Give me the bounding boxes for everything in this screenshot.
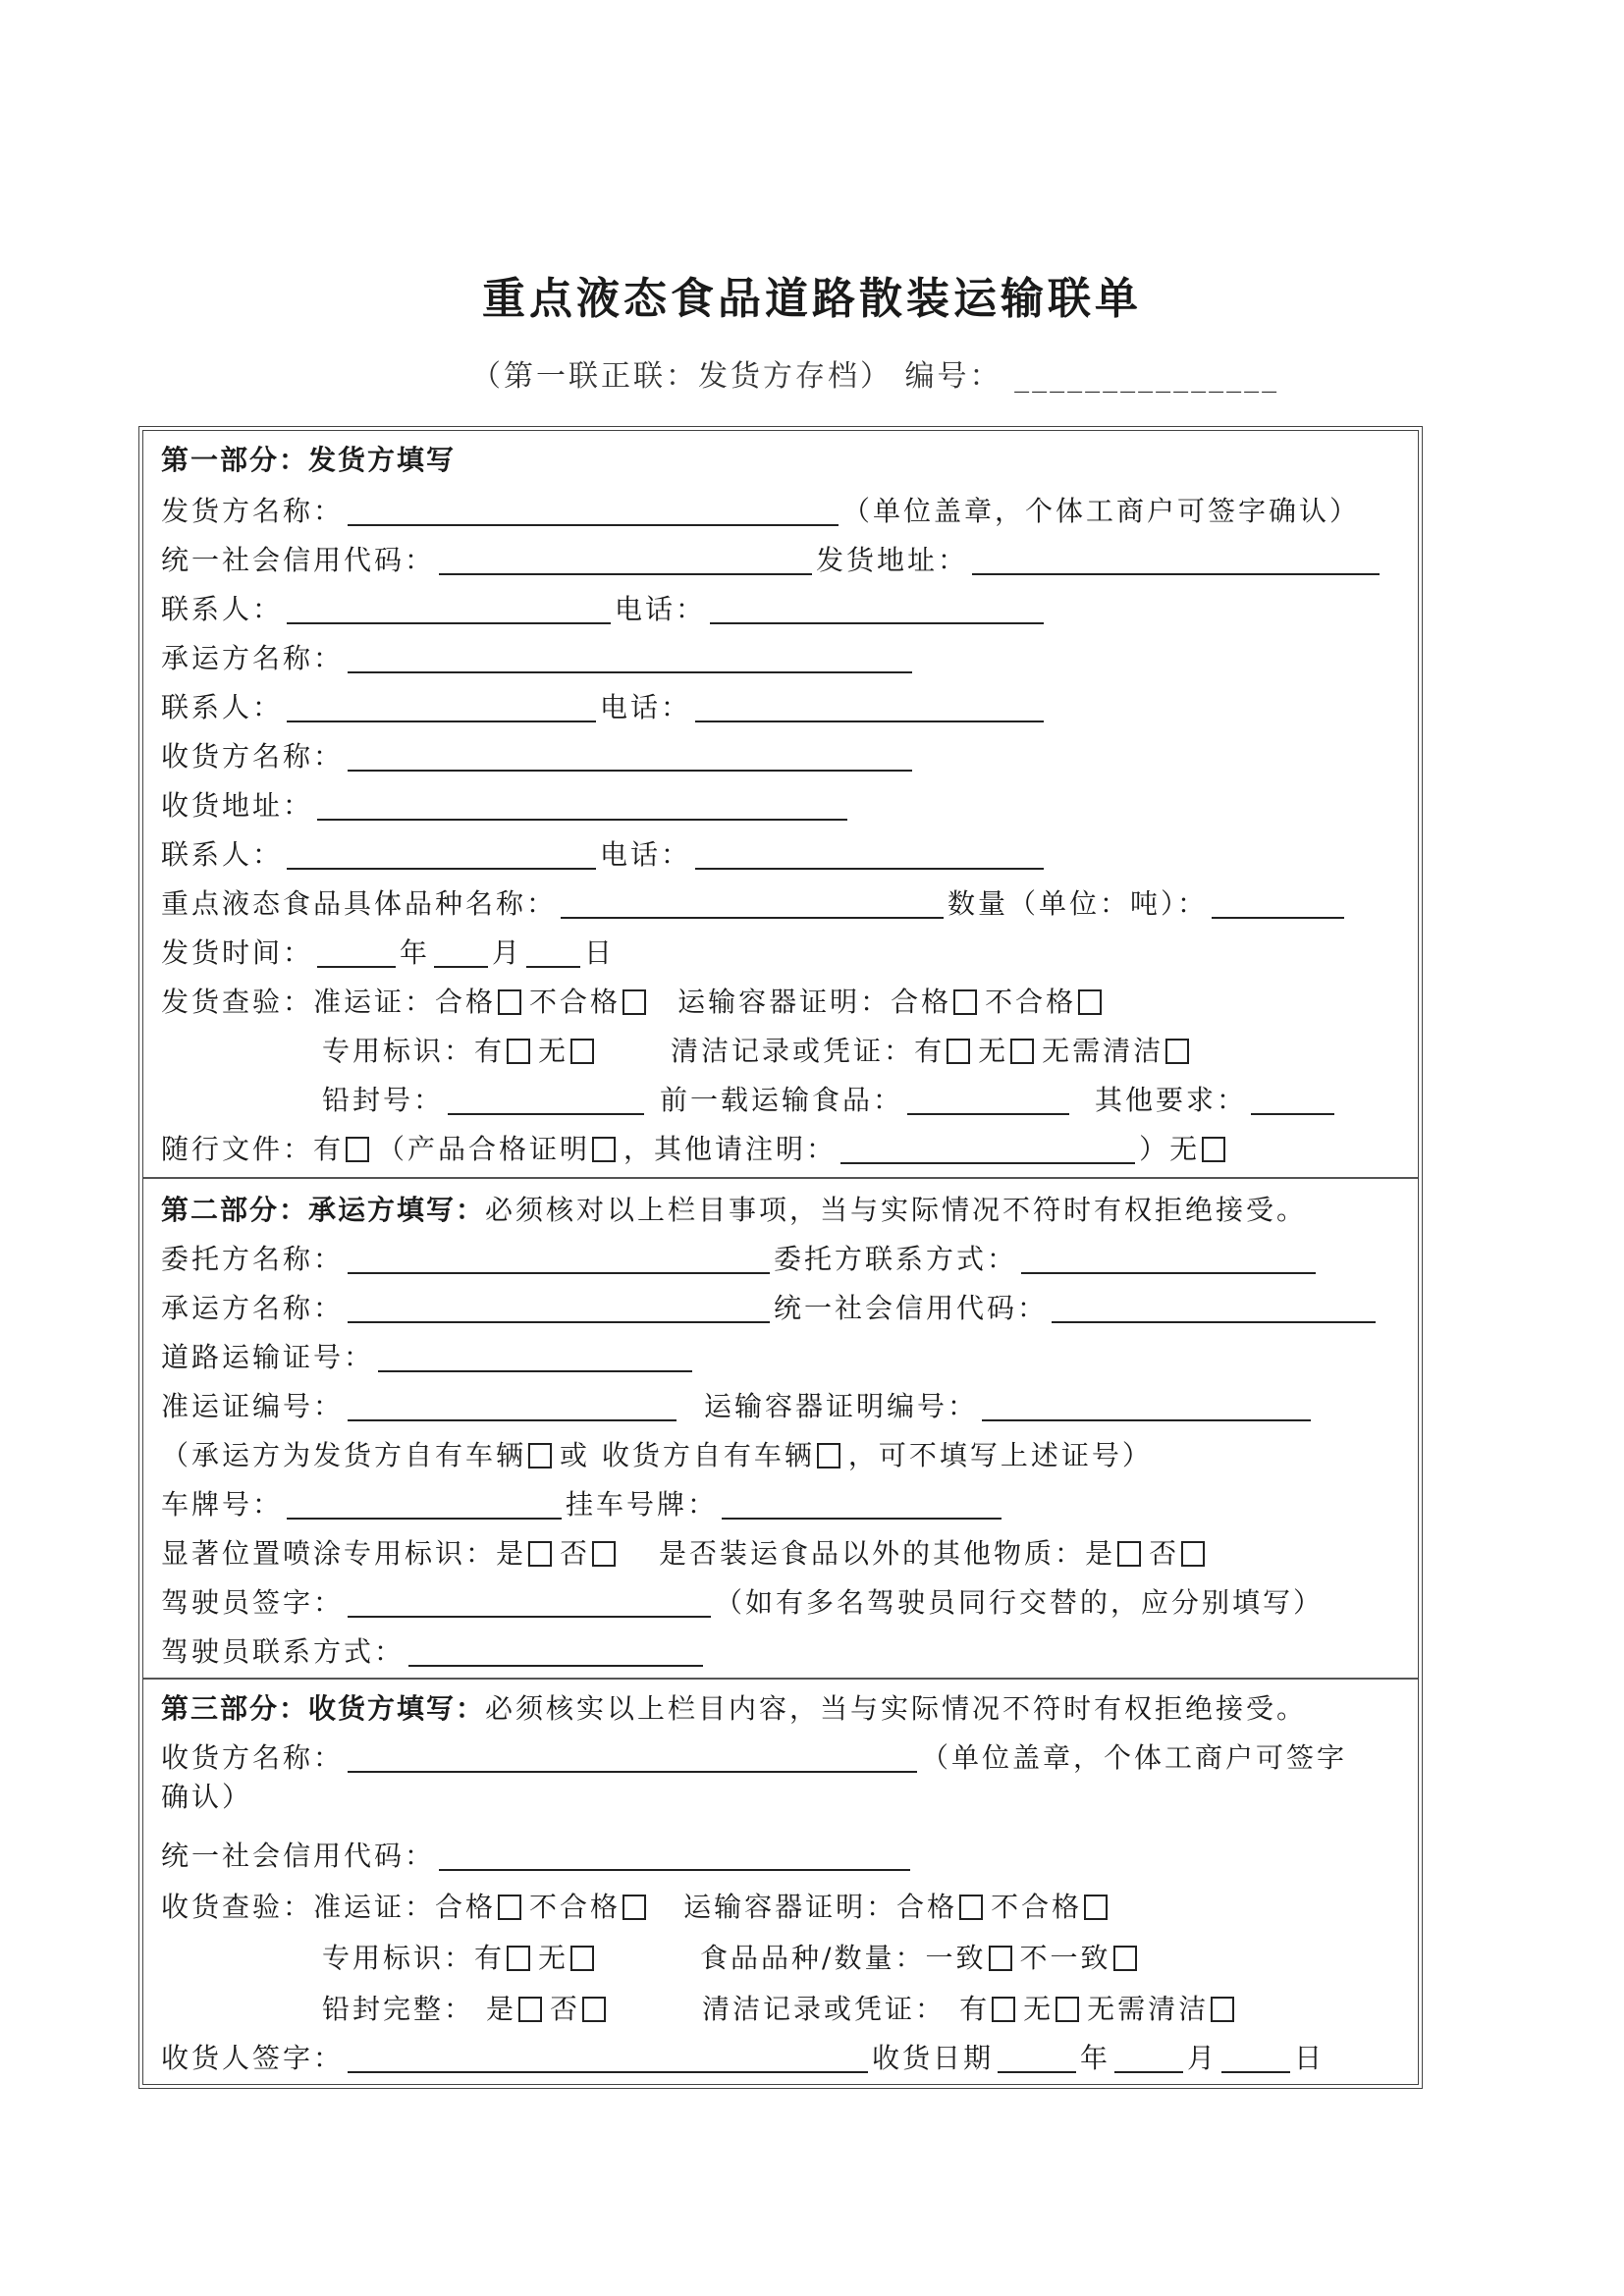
label-container-cert-no: 运输容器证明编号： bbox=[704, 1389, 979, 1422]
checkbox-r-container-pass[interactable] bbox=[959, 1895, 983, 1920]
label-month: 月 bbox=[1187, 2041, 1218, 2074]
label-receiver-name: 收货方名称： bbox=[161, 1740, 345, 1774]
label-phone: 电话： bbox=[600, 690, 692, 723]
field-driver-sign[interactable] bbox=[348, 1588, 711, 1618]
checkbox-clean-have[interactable] bbox=[947, 1039, 970, 1064]
label-phone: 电话： bbox=[615, 592, 707, 625]
label-ship-time: 发货时间： bbox=[161, 935, 314, 969]
checkbox-food-match[interactable] bbox=[989, 1946, 1012, 1971]
field-receive-year[interactable] bbox=[998, 2044, 1076, 2073]
field-carrier-name-2[interactable] bbox=[348, 1294, 770, 1323]
section-2-heading: 第二部分：承运方填写： bbox=[161, 1193, 486, 1226]
label-pass: 合格 bbox=[435, 985, 497, 1018]
label-cleaning-record: 清洁记录或凭证： bbox=[671, 1034, 915, 1067]
field-road-license[interactable] bbox=[378, 1343, 692, 1372]
label-docs: 随行文件： bbox=[161, 1132, 314, 1165]
row-ship-inspect-2 bbox=[322, 1030, 1197, 1069]
label-receiver-name: 收货方名称： bbox=[161, 739, 345, 773]
label-yes: 是 bbox=[496, 1536, 527, 1570]
label-other-goods: 是否装运食品以外的其他物质： bbox=[659, 1536, 1086, 1570]
field-seal-no[interactable] bbox=[448, 1086, 644, 1115]
label-permit: 准运证： bbox=[313, 1890, 436, 1923]
label-no: 否 bbox=[550, 1992, 581, 2025]
label-painted-mark: 显著位置喷涂专用标识： bbox=[161, 1536, 497, 1570]
checkbox-other-goods-yes[interactable] bbox=[1117, 1541, 1141, 1567]
field-receive-month[interactable] bbox=[1114, 2044, 1183, 2073]
row-driver-sign bbox=[161, 1581, 1324, 1621]
field-carrier-contact[interactable] bbox=[287, 693, 596, 722]
label-shipper-name: 发货方名称： bbox=[161, 494, 345, 527]
label-permit: 准运证： bbox=[313, 985, 436, 1018]
field-ship-month[interactable] bbox=[434, 938, 488, 968]
field-quantity[interactable] bbox=[1212, 889, 1344, 919]
label-receive-date: 收货日期 bbox=[872, 2041, 995, 2074]
label-fail: 不合格 bbox=[529, 985, 622, 1018]
label-seal-intact: 铅封完整： bbox=[322, 1992, 475, 2025]
row-receive-inspect-3 bbox=[322, 1988, 1242, 2027]
field-plate[interactable] bbox=[287, 1490, 562, 1520]
field-ship-year[interactable] bbox=[317, 938, 396, 968]
field-receiver-credit-code[interactable] bbox=[439, 1842, 910, 1871]
label-food-match: 食品品种/数量： bbox=[700, 1941, 926, 1974]
label-none: 无 bbox=[978, 1034, 1009, 1067]
label-other-req: 其他要求： bbox=[1095, 1083, 1248, 1116]
row-receiver-sign bbox=[161, 2037, 1325, 2076]
row-receiver-contact bbox=[161, 833, 1048, 873]
label-have: 有 bbox=[474, 1034, 506, 1067]
checkbox-clean-none[interactable] bbox=[1010, 1039, 1034, 1064]
label-trailer-plate: 挂车号牌： bbox=[566, 1487, 719, 1521]
row-receiver-name bbox=[161, 735, 916, 774]
row-product bbox=[161, 882, 1348, 922]
waybill-form bbox=[142, 430, 1419, 2085]
label-pass: 合格 bbox=[891, 985, 952, 1018]
label-cleaning-record: 清洁记录或凭证： bbox=[702, 1992, 947, 2025]
field-receiver-name-3[interactable] bbox=[348, 1743, 917, 1773]
row-credit-address bbox=[161, 539, 1383, 578]
row-driver-contact bbox=[161, 1630, 707, 1670]
label-docs-detail: （产品合格证明 bbox=[377, 1132, 591, 1165]
checkbox-r-mark-have[interactable] bbox=[507, 1946, 530, 1971]
checkbox-receiver-own-vehicle[interactable] bbox=[817, 1443, 840, 1468]
label-receiver-sign: 收货人签字： bbox=[161, 2041, 345, 2074]
row-marks-goods bbox=[161, 1532, 1213, 1572]
label-none: 无 bbox=[1169, 1132, 1201, 1165]
field-ship-day[interactable] bbox=[526, 938, 580, 968]
row-own-vehicle bbox=[161, 1434, 1153, 1473]
label-contact: 联系人： bbox=[161, 837, 284, 871]
label-day: 日 bbox=[1294, 2041, 1326, 2074]
label-have: 有 bbox=[914, 1034, 946, 1067]
label-receiver-address: 收货地址： bbox=[161, 788, 314, 822]
row-ship-inspect-1 bbox=[161, 981, 1110, 1020]
form-title: 重点液态食品道路散装运输联单 bbox=[482, 274, 1142, 324]
label-client-contact: 委托方联系方式： bbox=[774, 1242, 1018, 1275]
label-no-clean-needed: 无需清洁 bbox=[1087, 1992, 1210, 2025]
shipper-note: （单位盖章，个体工商户可签字确认） bbox=[842, 494, 1361, 527]
checkbox-r-container-fail[interactable] bbox=[1084, 1895, 1108, 1920]
label-match: 一致 bbox=[925, 1941, 987, 1974]
label-container-cert: 运输容器证明： bbox=[677, 985, 892, 1018]
label-client-name: 委托方名称： bbox=[161, 1242, 345, 1275]
label-fail: 不合格 bbox=[991, 1890, 1083, 1923]
label-no: 否 bbox=[1149, 1536, 1180, 1570]
checkbox-seal-no[interactable] bbox=[582, 1997, 606, 2022]
row-receive-inspect-2 bbox=[322, 1937, 1145, 1976]
field-carrier-name[interactable] bbox=[348, 644, 912, 673]
field-client-name[interactable] bbox=[348, 1245, 770, 1274]
field-credit-code[interactable] bbox=[439, 546, 812, 575]
field-ship-address[interactable] bbox=[972, 546, 1380, 575]
label-plate: 车牌号： bbox=[161, 1487, 284, 1521]
section-3-heading: 第三部分：收货方填写： bbox=[161, 1691, 486, 1725]
label-have: 有 bbox=[959, 1992, 991, 2025]
checkbox-painted-yes[interactable] bbox=[528, 1541, 552, 1567]
label-have: 有 bbox=[313, 1132, 345, 1165]
label-own-vehicle-receiver: 或 收货方自有车辆 bbox=[560, 1438, 815, 1471]
label-carrier-name: 承运方名称： bbox=[161, 641, 345, 674]
field-carrier-phone[interactable] bbox=[695, 693, 1044, 722]
label-driver-note: （如有多名驾驶员同行交替的，应分别填写） bbox=[715, 1585, 1325, 1619]
label-credit-code: 统一社会信用代码： bbox=[161, 543, 436, 576]
label-none: 无 bbox=[538, 1034, 569, 1067]
field-shipper-name[interactable] bbox=[348, 497, 839, 526]
label-carrier-name: 承运方名称： bbox=[161, 1291, 345, 1324]
checkbox-painted-no[interactable] bbox=[592, 1541, 616, 1567]
label-docs-other: ，其他请注明： bbox=[623, 1132, 838, 1165]
label-credit-code: 统一社会信用代码： bbox=[774, 1291, 1049, 1324]
label-product-name: 重点液态食品具体品种名称： bbox=[161, 886, 558, 920]
label-receiver-note: （单位盖章，个体工商户可签字 bbox=[921, 1740, 1348, 1774]
row-docs bbox=[161, 1128, 1233, 1167]
label-docs-close: ） bbox=[1139, 1132, 1170, 1165]
label-pass: 合格 bbox=[896, 1890, 958, 1923]
row-shipper-contact bbox=[161, 588, 1048, 627]
label-have: 有 bbox=[474, 1941, 506, 1974]
checkbox-container-fail[interactable] bbox=[1078, 989, 1102, 1015]
checkbox-mark-have[interactable] bbox=[507, 1039, 530, 1064]
checkbox-r-clean-not-needed[interactable] bbox=[1211, 1997, 1234, 2022]
label-year: 年 bbox=[400, 935, 431, 969]
checkbox-docs-cert[interactable] bbox=[592, 1137, 616, 1162]
row-client bbox=[161, 1238, 1320, 1277]
subtitle-text: （第一联正联：发货方存档） 编号： bbox=[471, 359, 1002, 394]
row-road-license bbox=[161, 1336, 696, 1375]
label-prev-food: 前一载运输食品： bbox=[660, 1083, 904, 1116]
checkbox-other-goods-no[interactable] bbox=[1181, 1541, 1205, 1567]
row-shipper-name bbox=[161, 490, 1360, 529]
section-1-heading: 第一部分：发货方填写 bbox=[161, 444, 457, 476]
label-year: 年 bbox=[1080, 2041, 1111, 2074]
checkbox-container-pass[interactable] bbox=[953, 989, 977, 1015]
number-blank[interactable]: _______________ bbox=[1014, 359, 1280, 394]
section-2-note: 必须核对以上栏目事项，当与实际情况不符时有权拒绝接受。 bbox=[485, 1193, 1308, 1226]
row-section-2-heading bbox=[161, 1189, 1307, 1228]
label-no-clean-needed: 无需清洁 bbox=[1042, 1034, 1164, 1067]
label-day: 日 bbox=[584, 935, 616, 969]
field-shipper-contact[interactable] bbox=[287, 595, 611, 624]
label-phone: 电话： bbox=[600, 837, 692, 871]
checkbox-clean-not-needed[interactable] bbox=[1165, 1039, 1189, 1064]
field-driver-contact[interactable] bbox=[408, 1637, 703, 1667]
checkbox-shipper-own-vehicle[interactable] bbox=[528, 1443, 552, 1468]
field-prev-food[interactable] bbox=[907, 1086, 1069, 1115]
field-receiver-sign[interactable] bbox=[348, 2044, 868, 2073]
row-section-3-heading bbox=[161, 1687, 1307, 1727]
label-own-vehicle-shipper: （承运方为发货方自有车辆 bbox=[161, 1438, 527, 1471]
row-permit-container bbox=[161, 1385, 1315, 1424]
label-quantity: 数量（单位：吨）： bbox=[947, 886, 1209, 920]
label-driver-contact: 驾驶员联系方式： bbox=[161, 1634, 406, 1668]
label-fail: 不合格 bbox=[529, 1890, 622, 1923]
checkbox-r-permit-fail[interactable] bbox=[623, 1895, 646, 1920]
form-subtitle bbox=[471, 351, 1279, 395]
label-container-cert: 运输容器证明： bbox=[683, 1890, 897, 1923]
field-shipper-phone[interactable] bbox=[710, 595, 1044, 624]
field-receiver-contact[interactable] bbox=[287, 840, 596, 870]
label-none: 无 bbox=[538, 1941, 569, 1974]
row-plates bbox=[161, 1483, 1005, 1522]
checkbox-r-permit-pass[interactable] bbox=[498, 1895, 521, 1920]
row-ship-time bbox=[161, 932, 615, 971]
label-receiver-note-cont: 确认） bbox=[161, 1781, 253, 1813]
checkbox-mark-none[interactable] bbox=[570, 1039, 594, 1064]
field-receive-day[interactable] bbox=[1221, 2044, 1290, 2073]
label-contact: 联系人： bbox=[161, 592, 284, 625]
label-receive-inspect: 收货查验： bbox=[161, 1890, 314, 1923]
field-docs-other[interactable] bbox=[840, 1135, 1135, 1164]
label-permit-no: 准运证编号： bbox=[161, 1389, 345, 1422]
row-credit-code-3 bbox=[161, 1835, 914, 1874]
checkbox-permit-pass[interactable] bbox=[498, 989, 521, 1015]
label-special-mark: 专用标识： bbox=[322, 1941, 475, 1974]
label-contact: 联系人： bbox=[161, 690, 284, 723]
field-receiver-address[interactable] bbox=[317, 791, 847, 821]
field-container-cert-no[interactable] bbox=[982, 1392, 1311, 1421]
checkbox-r-clean-have[interactable] bbox=[992, 1997, 1015, 2022]
section-3-note: 必须核实以上栏目内容，当与实际情况不符时有权拒绝接受。 bbox=[485, 1691, 1308, 1725]
checkbox-docs-none[interactable] bbox=[1202, 1137, 1225, 1162]
row-receiver-address bbox=[161, 784, 851, 824]
checkbox-r-mark-none[interactable] bbox=[570, 1946, 594, 1971]
label-none: 无 bbox=[1023, 1992, 1055, 2025]
label-seal-no: 铅封号： bbox=[322, 1083, 445, 1116]
field-permit-no[interactable] bbox=[348, 1392, 677, 1421]
field-trailer-plate[interactable] bbox=[722, 1490, 1001, 1520]
label-own-vehicle-note: ，可不填写上述证号） bbox=[847, 1438, 1153, 1471]
section-receiver bbox=[143, 1678, 1418, 2080]
label-ship-address: 发货地址： bbox=[816, 543, 969, 576]
label-fail: 不合格 bbox=[985, 985, 1077, 1018]
label-pass: 合格 bbox=[435, 1890, 497, 1923]
label-driver-sign: 驾驶员签字： bbox=[161, 1585, 345, 1619]
label-inspect: 发货查验： bbox=[161, 985, 314, 1018]
section-shipper bbox=[143, 431, 1418, 1177]
checkbox-permit-fail[interactable] bbox=[623, 989, 646, 1015]
section-carrier bbox=[143, 1177, 1418, 1678]
checkbox-seal-yes[interactable] bbox=[518, 1997, 542, 2022]
label-mismatch: 不一致 bbox=[1019, 1941, 1111, 1974]
field-other-req[interactable] bbox=[1251, 1086, 1334, 1115]
label-credit-code: 统一社会信用代码： bbox=[161, 1839, 436, 1872]
row-ship-inspect-3 bbox=[322, 1079, 1338, 1118]
checkbox-docs-have[interactable] bbox=[346, 1137, 369, 1162]
label-month: 月 bbox=[492, 935, 523, 969]
field-carrier-credit-code[interactable] bbox=[1052, 1294, 1376, 1323]
label-special-mark: 专用标识： bbox=[322, 1034, 475, 1067]
field-client-contact[interactable] bbox=[1021, 1245, 1316, 1274]
row-receive-inspect-1 bbox=[161, 1886, 1115, 1925]
field-receiver-name[interactable] bbox=[348, 742, 912, 772]
row-receiver-name-3 bbox=[161, 1736, 1347, 1776]
label-yes: 是 bbox=[1085, 1536, 1116, 1570]
checkbox-r-clean-none[interactable] bbox=[1056, 1997, 1079, 2022]
field-product-name[interactable] bbox=[561, 889, 944, 919]
label-yes: 是 bbox=[486, 1992, 517, 2025]
row-carrier-contact bbox=[161, 686, 1048, 725]
checkbox-food-mismatch[interactable] bbox=[1113, 1946, 1137, 1971]
field-receiver-phone[interactable] bbox=[695, 840, 1044, 870]
label-no: 否 bbox=[560, 1536, 591, 1570]
row-carrier-name bbox=[161, 637, 916, 676]
row-carrier bbox=[161, 1287, 1380, 1326]
label-road-license: 道路运输证号： bbox=[161, 1340, 375, 1373]
